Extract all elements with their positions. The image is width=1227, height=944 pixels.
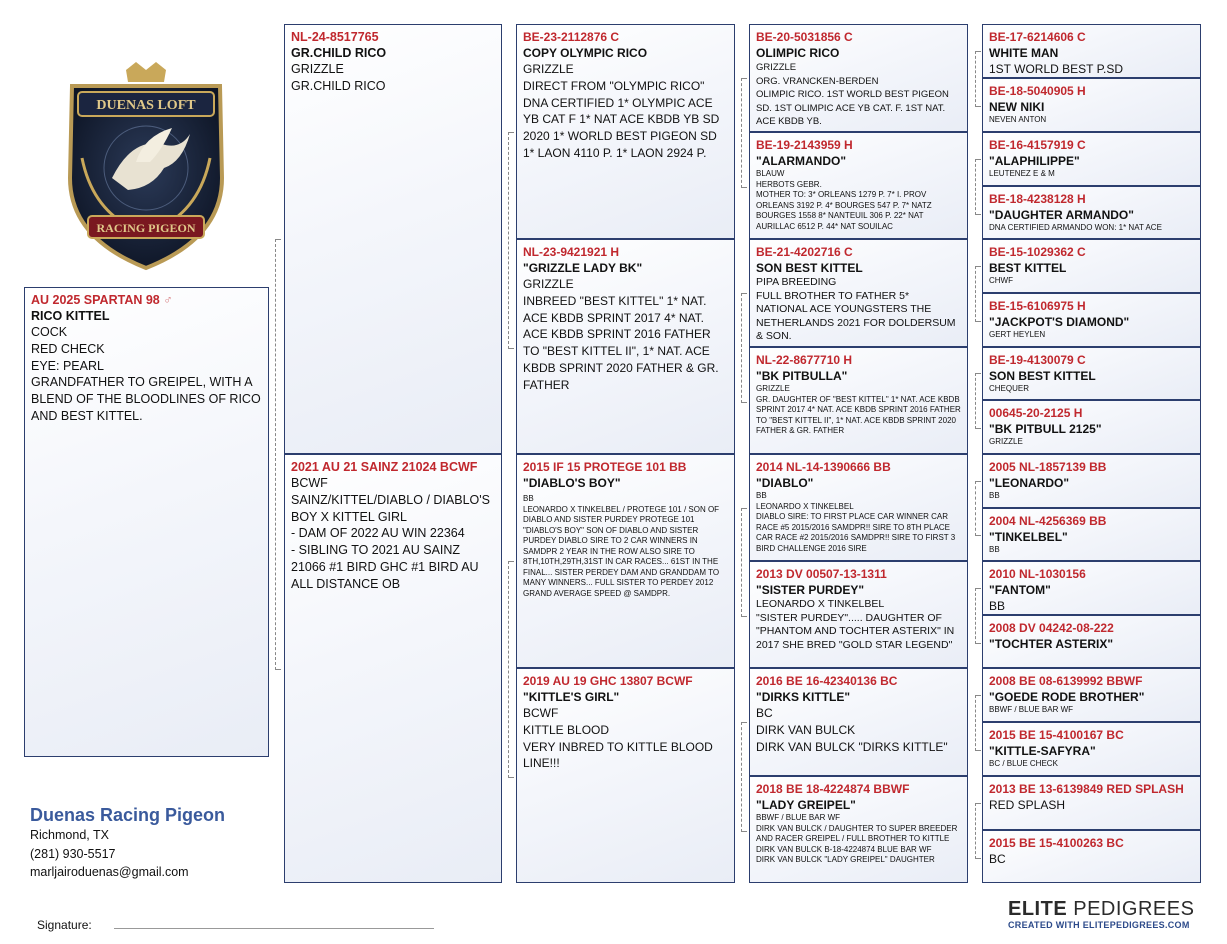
g4-details: GRIZZLE [989,437,1023,446]
g3-name: "BK PITBULLA" [756,369,848,383]
g4-card-3 [982,132,1201,186]
g3-reg: 2014 NL-14-1390666 BB [756,460,891,474]
subject-reg: AU 2025 SPARTAN 98 [31,293,160,307]
g4-reg: 2008 BE 08-6139992 BBWF [989,674,1143,688]
g4-reg: 2008 DV 04242-08-222 [989,621,1114,635]
g2-name: "DIABLO'S BOY" [523,476,621,490]
g4-name: "ALAPHILIPPE" [989,154,1080,168]
g4-card-12 [982,615,1201,668]
g3-name: "ALARMANDO" [756,154,847,168]
g2-details: BCWF KITTLE BLOOD VERY INBRED TO KITTLE BLOOD LINE!!! [523,706,713,771]
g3-card-4 [749,347,968,454]
g4-reg: BE-19-4130079 C [989,353,1086,367]
g4-card-13 [982,668,1201,722]
g4-name: SON BEST KITTEL [989,369,1096,383]
g3-reg: 2013 DV 00507-13-1311 [756,567,887,581]
signature-line [114,928,434,929]
g4-name: "TINKELBEL" [989,530,1068,544]
connector-bracket [741,293,747,403]
elite-pedigrees-brand [1008,898,1208,930]
sire-card [284,24,502,454]
g4-reg: BE-18-5040905 H [989,84,1086,98]
g2-details: GRIZZLE INBREED "BEST KITTEL" 1* NAT. ACE KBDB SPRINT 2017 4* NAT. ACE KBDB SPRINT 2016 FATHER TO "BEST KITTEL II", 1* NAT. ACE KBDB SPRINT 2020 FATHER & GR. FATHER [523,277,719,392]
g4-card-9 [982,454,1201,508]
g4-name: NEW NIKI [989,100,1045,114]
g4-card-14 [982,722,1201,776]
g4-card-7 [982,347,1201,400]
connector-bracket [508,561,514,778]
male-symbol-icon: ♂ [163,293,173,307]
connector-bracket [975,803,981,859]
g4-reg: 2010 NL-1030156 [989,567,1086,581]
connector-bracket [741,78,747,188]
g4-reg: 2013 BE 13-6139849 RED SPLASH [989,782,1184,796]
g3-card-6 [749,561,968,668]
g3-card-8 [749,776,968,883]
g4-card-2 [982,78,1201,132]
g4-details: RED SPLASH [989,798,1066,812]
g2-card-3 [516,454,735,668]
g4-name: "DAUGHTER ARMANDO" [989,208,1134,222]
g2-name: "KITTLE'S GIRL" [523,690,620,704]
g3-card-5 [749,454,968,561]
g3-details: GRIZZLE ORG. VRANCKEN-BERDEN OLIMPIC RICO. 1ST WORLD BEST PIGEON SD. 1ST OLIMPIC ACE YB CAT. F. 1ST NAT. ACE KBDB YB. [756,62,949,127]
g2-reg: NL-23-9421921 H [523,245,620,259]
breeder-email: marljairoduenas@gmail.com [30,865,189,879]
duenas-loft-logo [52,58,240,273]
g2-details: GRIZZLE DIRECT FROM "OLYMPIC RICO" DNA CERTIFIED 1* OLYMPIC ACE YB CAT F 1* NAT ACE KBDB YB SD 2020 1* WORLD BEST PIGEON SD 1* LAON 4110 P. 1* LAON 2924 P. [523,62,720,160]
g4-reg: BE-15-6106975 H [989,299,1086,313]
g4-details: 1ST WORLD BEST P.SD [989,62,1124,76]
g3-details: BBWF / BLUE BAR WF DIRK VAN BULCK / DAUGHTER TO SUPER BREEDER AND RACER GREIPEL / FULL BROTHER TO KITTLE DIRK VAN BULCK B-18-4224874 BLUE BAR WF DIRK VAN BULCK "LADY GREIPEL" DAUGHTER [756,813,958,864]
g3-details: BB LEONARDO X TINKELBEL DIABLO SIRE: TO FIRST PLACE CAR WINNER CAR RACE #5 2015/2016 SAMDPR!! SIRE TO 8TH PLACE CAR RACE #2 2015/2016 SAMDPR!! SIRE TO FIRST 3 BIRD CHALLENGE 2016 SIRE [756,491,956,553]
g2-reg: 2019 AU 19 GHC 13807 BCWF [523,674,693,688]
g3-name: "DIRKS KITTLE" [756,690,851,704]
dam-card [284,454,502,883]
g3-card-3 [749,239,968,347]
dam-reg: 2021 AU 21 SAINZ 21024 BCWF [291,460,478,474]
connector-bracket [741,722,747,832]
g4-details: DNA CERTIFIED ARMANDO WON: 1* NAT ACE [989,223,1162,232]
g2-name: COPY OLYMPIC RICO [523,46,648,60]
sire-details: GRIZZLE GR.CHILD RICO [291,62,386,93]
g3-name: SON BEST KITTEL [756,261,863,275]
g3-card-7 [749,668,968,776]
connector-bracket [741,508,747,617]
g2-card-2 [516,239,735,454]
g4-details: BB [989,545,1000,554]
g4-card-4 [982,186,1201,239]
g4-name: "BK PITBULL 2125" [989,422,1102,436]
g4-details: GERT HEYLEN [989,330,1046,339]
g3-name: "LADY GREIPEL" [756,798,856,812]
g3-reg: 2018 BE 18-4224874 BBWF [756,782,910,796]
g4-details: BC / BLUE CHECK [989,759,1058,768]
g4-name: "LEONARDO" [989,476,1070,490]
g4-details: BB [989,599,1006,613]
g4-name: BEST KITTEL [989,261,1067,275]
g2-name: "GRIZZLE LADY BK" [523,261,643,275]
subject-details: COCK RED CHECK EYE: PEARL GRANDFATHER TO GREIPEL, WITH A BLEND OF THE BLOODLINES OF RICO AND BEST KITTEL. [31,325,261,423]
sire-name: GR.CHILD RICO [291,46,387,60]
g4-details: CHWF [989,276,1013,285]
breeder-name: Duenas Racing Pigeon [30,805,226,825]
g2-card-4 [516,668,735,883]
g4-reg: 2015 BE 15-4100167 BC [989,728,1124,742]
g4-name: "GOEDE RODE BROTHER" [989,690,1145,704]
g4-name: "TOCHTER ASTERIX" [989,637,1114,651]
g3-name: "SISTER PURDEY" [756,583,865,597]
g4-card-15 [982,776,1201,830]
g3-card-2 [749,132,968,239]
connector-bracket [975,373,981,429]
g4-name: WHITE MAN [989,46,1059,60]
logo-top-text: DUENAS LOFT [96,98,196,113]
connector-bracket [975,159,981,215]
g4-reg: 2005 NL-1857139 BB [989,460,1107,474]
g4-reg: BE-16-4157919 C [989,138,1086,152]
dam-details: BCWF SAINZ/KITTEL/DIABLO / DIABLO'S BOY X KITTEL GIRL - DAM OF 2022 AU WIN 22364 - SIBLING TO 2021 AU SAINZ 21066 #1 BIRD GHC #1 BIRD AU ALL DISTANCE OB [291,476,490,591]
g3-details: BC DIRK VAN BULCK DIRK VAN BULCK "DIRKS KITTLE" [756,706,948,754]
g4-card-5 [982,239,1201,293]
breeder-city: Richmond, TX [30,828,109,842]
g2-reg: 2015 IF 15 PROTEGE 101 BB [523,460,687,474]
g2-card-1 [516,24,735,239]
connector-bracket [975,695,981,751]
breeder-phone: (281) 930-5517 [30,846,116,861]
g3-details: BLAUW HERBOTS GEBR. MOTHER TO: 3* ORLEANS 1279 P. 7* I. PROV ORLEANS 3192 P. 4* BOURGES 547 P. 7* NATZ BOURGES 1558 8* NANTEUIL 306 P. 22* NAT AURILLAC 6512 P. 44* NAT SOUILAC [756,169,932,231]
g4-card-8 [982,400,1201,454]
logo-bottom-text: RACING PIGEON [96,221,196,235]
g4-name: "JACKPOT'S DIAMOND" [989,315,1130,329]
subject-card [24,287,269,757]
g4-details: NEVEN ANTON [989,115,1047,124]
signature-label: Signature: [37,918,92,932]
subject-name: RICO KITTEL [31,309,110,323]
g3-reg: BE-21-4202716 C [756,245,853,259]
g4-details: LEUTENEZ E & M [989,169,1055,178]
g3-reg: 2016 BE 16-42340136 BC [756,674,898,688]
connector-bracket [508,132,514,349]
g3-reg: NL-22-8677710 H [756,353,853,367]
brand-pedigrees: PEDIGREES [1073,898,1195,920]
brand-subtitle: CREATED WITH ELITEPEDIGREES.COM [1008,920,1190,930]
g3-name: OLIMPIC RICO [756,46,840,60]
g4-reg: 2015 BE 15-4100263 BC [989,836,1124,850]
connector-bracket [975,588,981,644]
g4-name: "FANTOM" [989,583,1051,597]
g3-details: GRIZZLE GR. DAUGHTER OF "BEST KITTEL" 1* NAT. ACE KBDB SPRINT 2017 4* NAT. ACE KBDB SPRINT 2016 FATHER TO "BEST KITTEL II", 1* NAT. ACE KBDB SPRINT 2020 FATHER & GR. FATHER [756,384,961,435]
connector-bracket [975,51,981,107]
g4-details: CHEQUER [989,384,1030,393]
g4-reg: 00645-20-2125 H [989,406,1083,420]
g3-card-1 [749,24,968,132]
g4-card-6 [982,293,1201,347]
g4-details: BC [989,852,1006,866]
g4-reg: BE-18-4238128 H [989,192,1086,206]
g4-reg: BE-15-1029362 C [989,245,1086,259]
g2-reg: BE-23-2112876 C [523,30,620,44]
g4-card-16 [982,830,1201,883]
g3-reg: BE-19-2143959 H [756,138,853,152]
g4-details: BB [989,491,1000,500]
g4-card-11 [982,561,1201,615]
g2-details: BB LEONARDO X TINKELBEL / PROTEGE 101 / SON OF DIABLO AND SISTER PURDEY PROTEGE 101 "DIABLO'S BOY" SON OF DIABLO AND SISTER PURDEY DIABLO SIRE TO 2 CAR WINNERS IN SAMDPR 2 YEAR IN THE ROW ALSO SIRE TO 8TH,10TH,29TH,31ST IN CAR RACES... 61ST IN THE FINAL... SISTER PERDEY DAM AND GRANDDAM TO MANY WINNERS... FULL SISTER TO PERDEY 2012 GRAND AVERAGE SPEED @ SAMDPR. [523,494,720,598]
connector-bracket [275,239,281,670]
g3-details: PIPA BREEDING FULL BROTHER TO FATHER 5* NATIONAL ACE YOUNGSTERS THE NETHERLANDS 2021 FOR DOLDERSUM & SON. [756,276,956,343]
g4-card-1 [982,24,1201,78]
g4-card-10 [982,508,1201,561]
sire-reg: NL-24-8517765 [291,30,379,44]
connector-bracket [975,481,981,536]
g4-reg: BE-17-6214606 C [989,30,1086,44]
g4-name: "KITTLE-SAFYRA" [989,744,1096,758]
brand-elite: ELITE [1008,898,1068,920]
breeder-info [30,804,225,882]
connector-bracket [975,266,981,322]
g3-reg: BE-20-5031856 C [756,30,853,44]
g4-reg: 2004 NL-4256369 BB [989,514,1107,528]
g3-name: "DIABLO" [756,476,814,490]
g4-details: BBWF / BLUE BAR WF [989,705,1074,714]
g3-details: LEONARDO X TINKELBEL "SISTER PURDEY"..... DAUGHTER OF "PHANTOM AND TOCHTER ASTERIX" IN 2017 SHE BRED "GOLD STAR LEGEND" [756,598,955,651]
